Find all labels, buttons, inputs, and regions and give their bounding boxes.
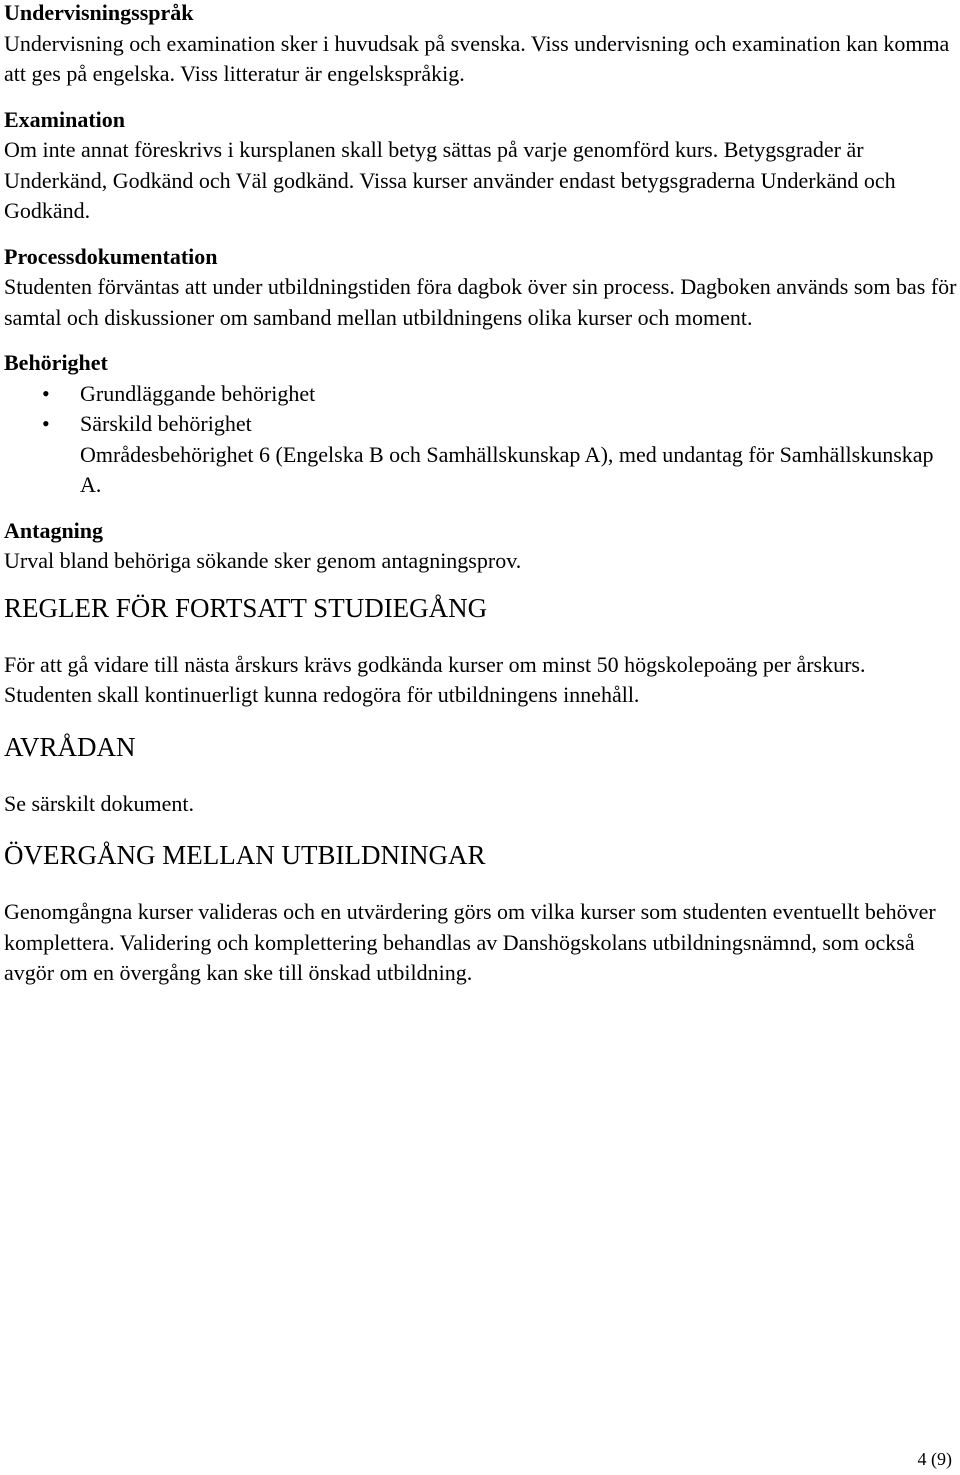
requirements-note: Områdesbehörighet 6 (Engelska B och Samhällskunskap A), med undantag för Samhällskunskap A. [80, 441, 934, 497]
section-heading: Antagning [4, 517, 104, 543]
bullet-icon: • [42, 411, 50, 436]
section-heading: Behörighet [4, 350, 108, 375]
regler-text: För att gå vidare till nästa årskurs krävs godkända kurser om minst 50 högskolepoäng per årskurs. Studenten skall kontinuerligt kunna redogöra för utbildningens innehåll. [4, 651, 866, 707]
section-examination [4, 105, 958, 227]
section-processdokumentation [4, 242, 958, 334]
list-item [4, 409, 958, 440]
list-item-text: Grundläggande behörighet [80, 380, 316, 406]
section-heading: Examination [4, 106, 126, 132]
overgang-heading: ÖVERGÅNG MELLAN UTBILDNINGAR [4, 840, 486, 870]
section-text: Undervisning och examination sker i huvudsak på svenska. Viss undervisning och examination kan komma att ges på engelska. Viss litteratur är engelskspråkig. [4, 30, 950, 86]
section-heading: Undervisningsspråk [4, 0, 194, 25]
section-undervisningssprak [4, 0, 958, 90]
document-page [4, 0, 958, 989]
list-item-text: Särskild behörighet [80, 411, 252, 436]
overgang-text: Genomgångna kurser valideras och en utvärdering görs om vilka kurser som studenten eventuellt behöver komplettera. Validering och komplettering behandlas av Danshögskolans utbildningsnämnd, som också avgör om en övergång kan ske till önskad utbildning. [4, 899, 936, 985]
section-heading: Processdokumentation [4, 243, 218, 269]
avradan-heading: AVRÅDAN [4, 731, 136, 762]
avradan-text: Se särskilt dokument. [4, 790, 195, 816]
regler-heading: REGLER FÖR FORTSATT STUDIEGÅNG [4, 592, 488, 623]
section-text: Urval bland behöriga sökande sker genom antagningsprov. [4, 548, 522, 573]
bullet-icon: • [42, 380, 50, 406]
section-text: Om inte annat föreskrivs i kursplanen skall betyg sättas på varje genomförd kurs. Betygsgrader är Underkänd, Godkänd och Väl godkänd. Vissa kurser använder endast betygsgraderna Underkänd och Godkänd. [4, 137, 896, 223]
requirements-list [4, 379, 958, 440]
section-behorighet [4, 348, 958, 501]
section-antagning [4, 516, 958, 577]
page-number: 4 (9) [917, 1449, 952, 1469]
list-item [4, 379, 958, 410]
section-text: Studenten förväntas att under utbildningstiden föra dagbok över sin process. Dagboken används som bas för samtal och diskussioner om samband mellan utbildningens olika kurser och moment. [4, 274, 957, 330]
